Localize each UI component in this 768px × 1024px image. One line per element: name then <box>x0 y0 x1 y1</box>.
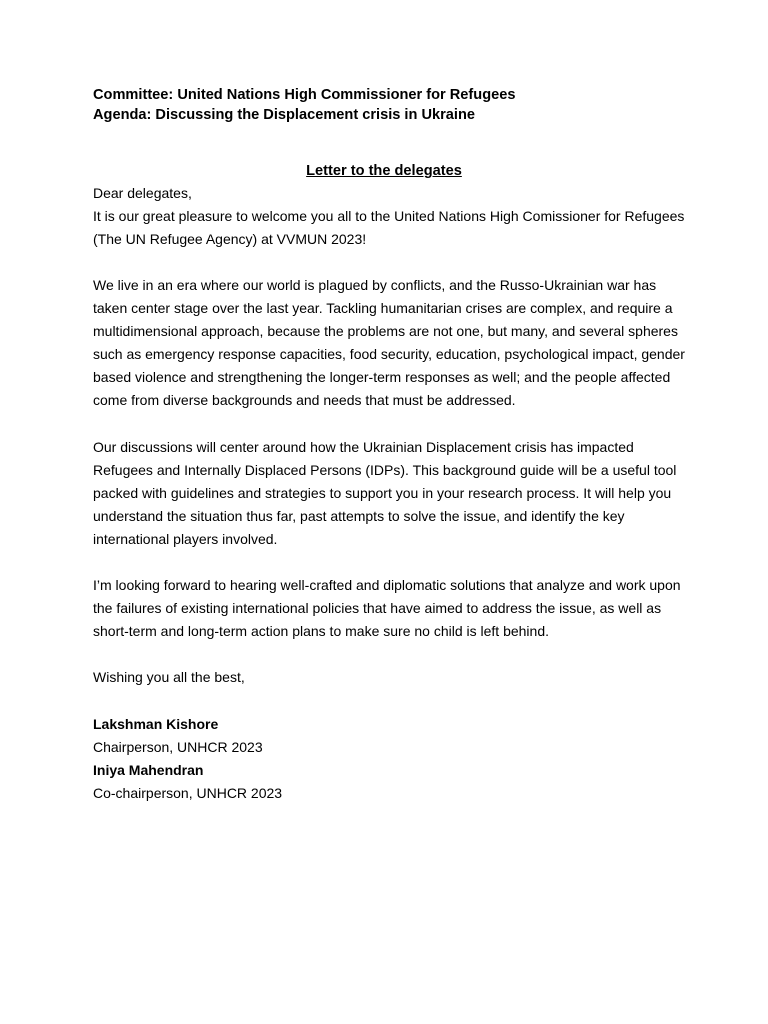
signatory-role: Chairperson, UNHCR 2023 <box>93 738 263 755</box>
agenda-heading: Agenda: Discussing the Displacement crisis in Ukraine <box>93 106 475 123</box>
committee-heading: Committee: United Nations High Commissioner for Refugees <box>93 87 516 103</box>
letter-content <box>93 86 693 805</box>
letter-title: Letter to the delegates <box>306 163 462 179</box>
signature-block <box>93 713 693 805</box>
paragraph-discussion: Our discussions will center around how the Ukrainian Displacement crisis has impacted Refugees and Internally Displaced Persons (IDPs). This background guide will be a useful tool packed with guidelines and strategies to support you in your research process. It will help you understand the situation thus far, past attempts to solve the issue, and identify the key international players involved. <box>93 438 677 547</box>
closing-line: Wishing you all the best, <box>93 669 245 686</box>
signatory-name: Lakshman Kishore <box>93 715 219 732</box>
paragraph-expectations: I’m looking forward to hearing well-crafted and diplomatic solutions that analyze and work upon the failures of existing international policies that have aimed to address the issue, as well as short-term and long-term action plans to make sure no child is left behind. <box>93 577 681 640</box>
signatory-name: Iniya Mahendran <box>93 761 204 778</box>
salutation: Dear delegates, <box>93 184 192 201</box>
paragraph-context: We live in an era where our world is plagued by conflicts, and the Russo-Ukrainian war has taken center stage over the last year. Tackling humanitarian crises are complex, and require a multidimensional approach, because the problems are not one, but many, and several spheres such as emergency response capacities, food security, education, psychological impact, gender based violence and strengthening the longer-term responses as well; and the people affected come from diverse backgrounds and needs that must be addressed. <box>93 276 685 409</box>
paragraph-welcome: It is our great pleasure to welcome you all to the United Nations High Comissioner for Refugees (The UN Refugee Agency) at VVMUN 2023! <box>93 207 685 247</box>
signatory-role: Co-chairperson, UNHCR 2023 <box>93 784 283 801</box>
